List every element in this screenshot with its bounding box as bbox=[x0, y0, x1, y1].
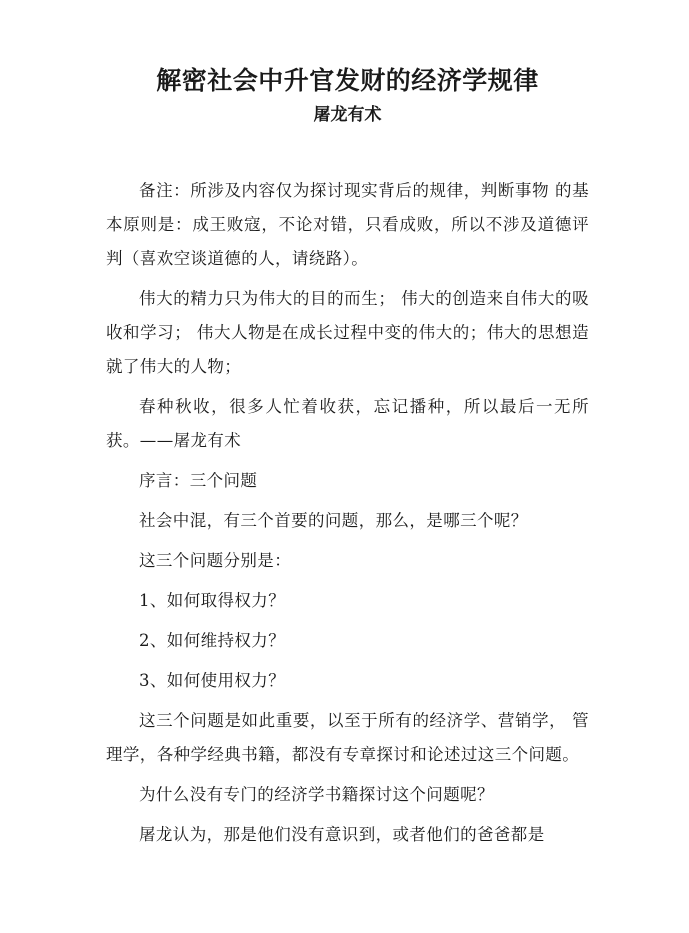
paragraph-three-questions-intro: 社会中混，有三个首要的问题，那么，是哪三个呢？ bbox=[139, 511, 528, 530]
list-item-question-3: 3、如何使用权力？ bbox=[139, 671, 286, 690]
document-title: 解密社会中升官发财的经济学规律 bbox=[156, 66, 539, 95]
paragraph-preface-heading: 序言：三个问题 bbox=[139, 471, 258, 490]
document-author: 屠龙有术 bbox=[313, 105, 382, 125]
list-item-question-2: 2、如何维持权力？ bbox=[139, 631, 286, 650]
paragraph-questions-are: 这三个问题分别是： bbox=[139, 551, 292, 570]
paragraph-spring-autumn: 春种秋收，很多人忙着收获，忘记播种，所以最后一无所获。——屠龙有术 bbox=[106, 397, 589, 450]
paragraph-importance: 这三个问题是如此重要，以至于所有的经济学、营销学， 管理学，各种学经典书籍，都没有专章探讨和论述过这三个问题。 bbox=[106, 711, 589, 764]
paragraph-greatness: 伟大的精力只为伟大的目的而生； 伟大的创造来自伟大的吸收和学习； 伟大人物是在成长过程中变的伟大的；伟大的思想造就了伟大的人物； bbox=[106, 289, 589, 376]
paragraph-disclaimer: 备注：所涉及内容仅为探讨现实背后的规律，判断事物 的基本原则是：成王败寇，不论对错，只看成败，所以不涉及道德评判（喜欢空谈道德的人，请绕路）。 bbox=[106, 181, 589, 268]
paragraph-why-no-books: 为什么没有专门的经济学书籍探讨这个问题呢？ bbox=[139, 785, 494, 804]
paragraph-tulong-thinks: 屠龙认为，那是他们没有意识到，或者他们的爸爸都是 bbox=[139, 825, 545, 844]
list-item-question-1: 1、如何取得权力？ bbox=[139, 591, 286, 610]
